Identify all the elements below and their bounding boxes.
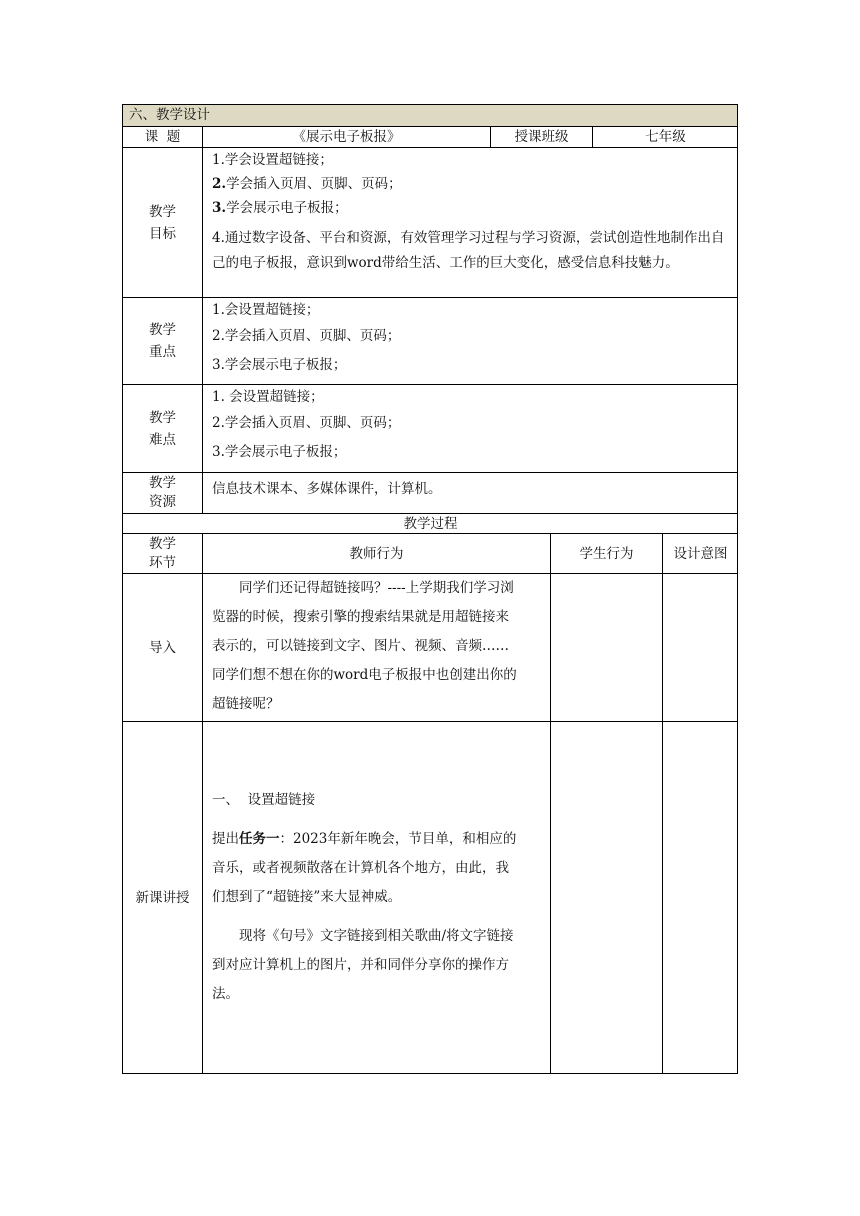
course-title: 《展示电子板报》 <box>202 126 490 147</box>
key-point-item: 2.学会插入页眉、页脚、页码； <box>212 328 401 344</box>
objective-item <box>212 196 730 220</box>
difficulties-label-line2: 难点 <box>149 431 176 448</box>
difficulties-content <box>202 384 738 472</box>
resources-label-line2: 资源 <box>149 494 176 510</box>
task-description: ：2023年新年晚会，节目单，和相应的音乐，或者视频散落在计算机各个地方，由此，我们想到了“超链接”来大显神威。 <box>212 831 517 905</box>
task-prefix: 提出 <box>212 831 239 847</box>
stage-header-line2: 环节 <box>149 554 176 571</box>
task-one-text <box>212 825 522 912</box>
intro-stage: 导入 <box>122 573 202 721</box>
table-right-border <box>737 104 738 1074</box>
intro-teacher-cell <box>202 573 550 721</box>
table-bottom-border <box>122 1073 738 1074</box>
design-column-header: 设计意图 <box>662 533 738 573</box>
resources-label-line1: 教学 <box>149 475 176 491</box>
key-point-item: 3.学会展示电子板报； <box>212 357 347 373</box>
key-points-label-line2: 重点 <box>149 344 176 360</box>
resources-content <box>202 472 738 513</box>
difficulty-item: 3.学会展示电子板报； <box>212 444 347 460</box>
intro-student-cell <box>550 573 662 721</box>
section-title: 六、教学设计 <box>122 104 738 126</box>
objective-item-text: 学会插入页眉、页脚、页码； <box>226 176 402 192</box>
course-label: 课 题 <box>122 126 202 147</box>
resources-label <box>122 472 202 513</box>
objectives-label-line1: 教学 <box>149 203 176 220</box>
objective-item-text: 学会展示电子板报； <box>226 200 348 216</box>
task-instructions: 现将《句号》文字链接到相关歌曲/将文字链接到对应计算机上的图片，并和同伴分享你的操作方法。 <box>212 928 514 1002</box>
resources-text: 信息技术课本、多媒体课件，计算机。 <box>212 481 442 497</box>
objective-item-number: 2. <box>212 176 227 192</box>
difficulty-item: 1. 会设置超链接； <box>212 389 324 405</box>
key-points-content <box>202 297 738 384</box>
objective-item: 4.通过数字设备、平台和资源，有效管理学习过程与学习资源，尝试创造性地制作出自己的电子板报，意识到word带给生活、工作的巨大变化，感受信息科技魅力。 <box>212 230 725 271</box>
key-point-item: 1.会设置超链接； <box>212 302 320 318</box>
teacher-column-header: 教师行为 <box>202 533 550 573</box>
class-label: 授课班级 <box>490 126 592 147</box>
objective-item: 1.学会设置超链接； <box>212 152 333 168</box>
difficulty-item: 2.学会插入页眉、页脚、页码； <box>212 415 401 431</box>
objective-item <box>212 172 730 196</box>
stage-column-header <box>122 533 202 573</box>
key-points-label <box>122 297 202 384</box>
task-label: 任务一 <box>239 831 280 847</box>
intro-design-cell <box>662 573 738 721</box>
class-value: 七年级 <box>592 126 738 147</box>
objective-item-number: 3. <box>212 200 227 216</box>
new-lesson-teacher-cell <box>202 721 550 1074</box>
intro-text: 同学们还记得超链接吗？----上学期我们学习浏览器的时候，搜索引擎的搜索结果就是用超链接来表示的，可以链接到文字、图片、视频、音频……同学们想不想在你的word电子板报中也创建出你的超链接呢？ <box>212 580 517 712</box>
objectives-content <box>202 147 738 297</box>
student-column-header: 学生行为 <box>550 533 662 573</box>
objectives-label-line2: 目标 <box>149 225 176 242</box>
new-lesson-student-cell <box>550 721 662 1074</box>
process-title: 教学过程 <box>122 513 738 533</box>
stage-header-line1: 教学 <box>149 535 176 552</box>
new-lesson-design-cell <box>662 721 738 1074</box>
new-lesson-stage: 新课讲授 <box>122 721 202 1074</box>
difficulties-label-line1: 教学 <box>149 409 176 426</box>
objectives-label <box>122 147 202 297</box>
difficulties-label <box>122 384 202 472</box>
new-lesson-heading: 一、 设置超链接 <box>212 792 316 808</box>
key-points-label-line1: 教学 <box>149 322 176 338</box>
lesson-plan-table <box>122 104 738 1074</box>
